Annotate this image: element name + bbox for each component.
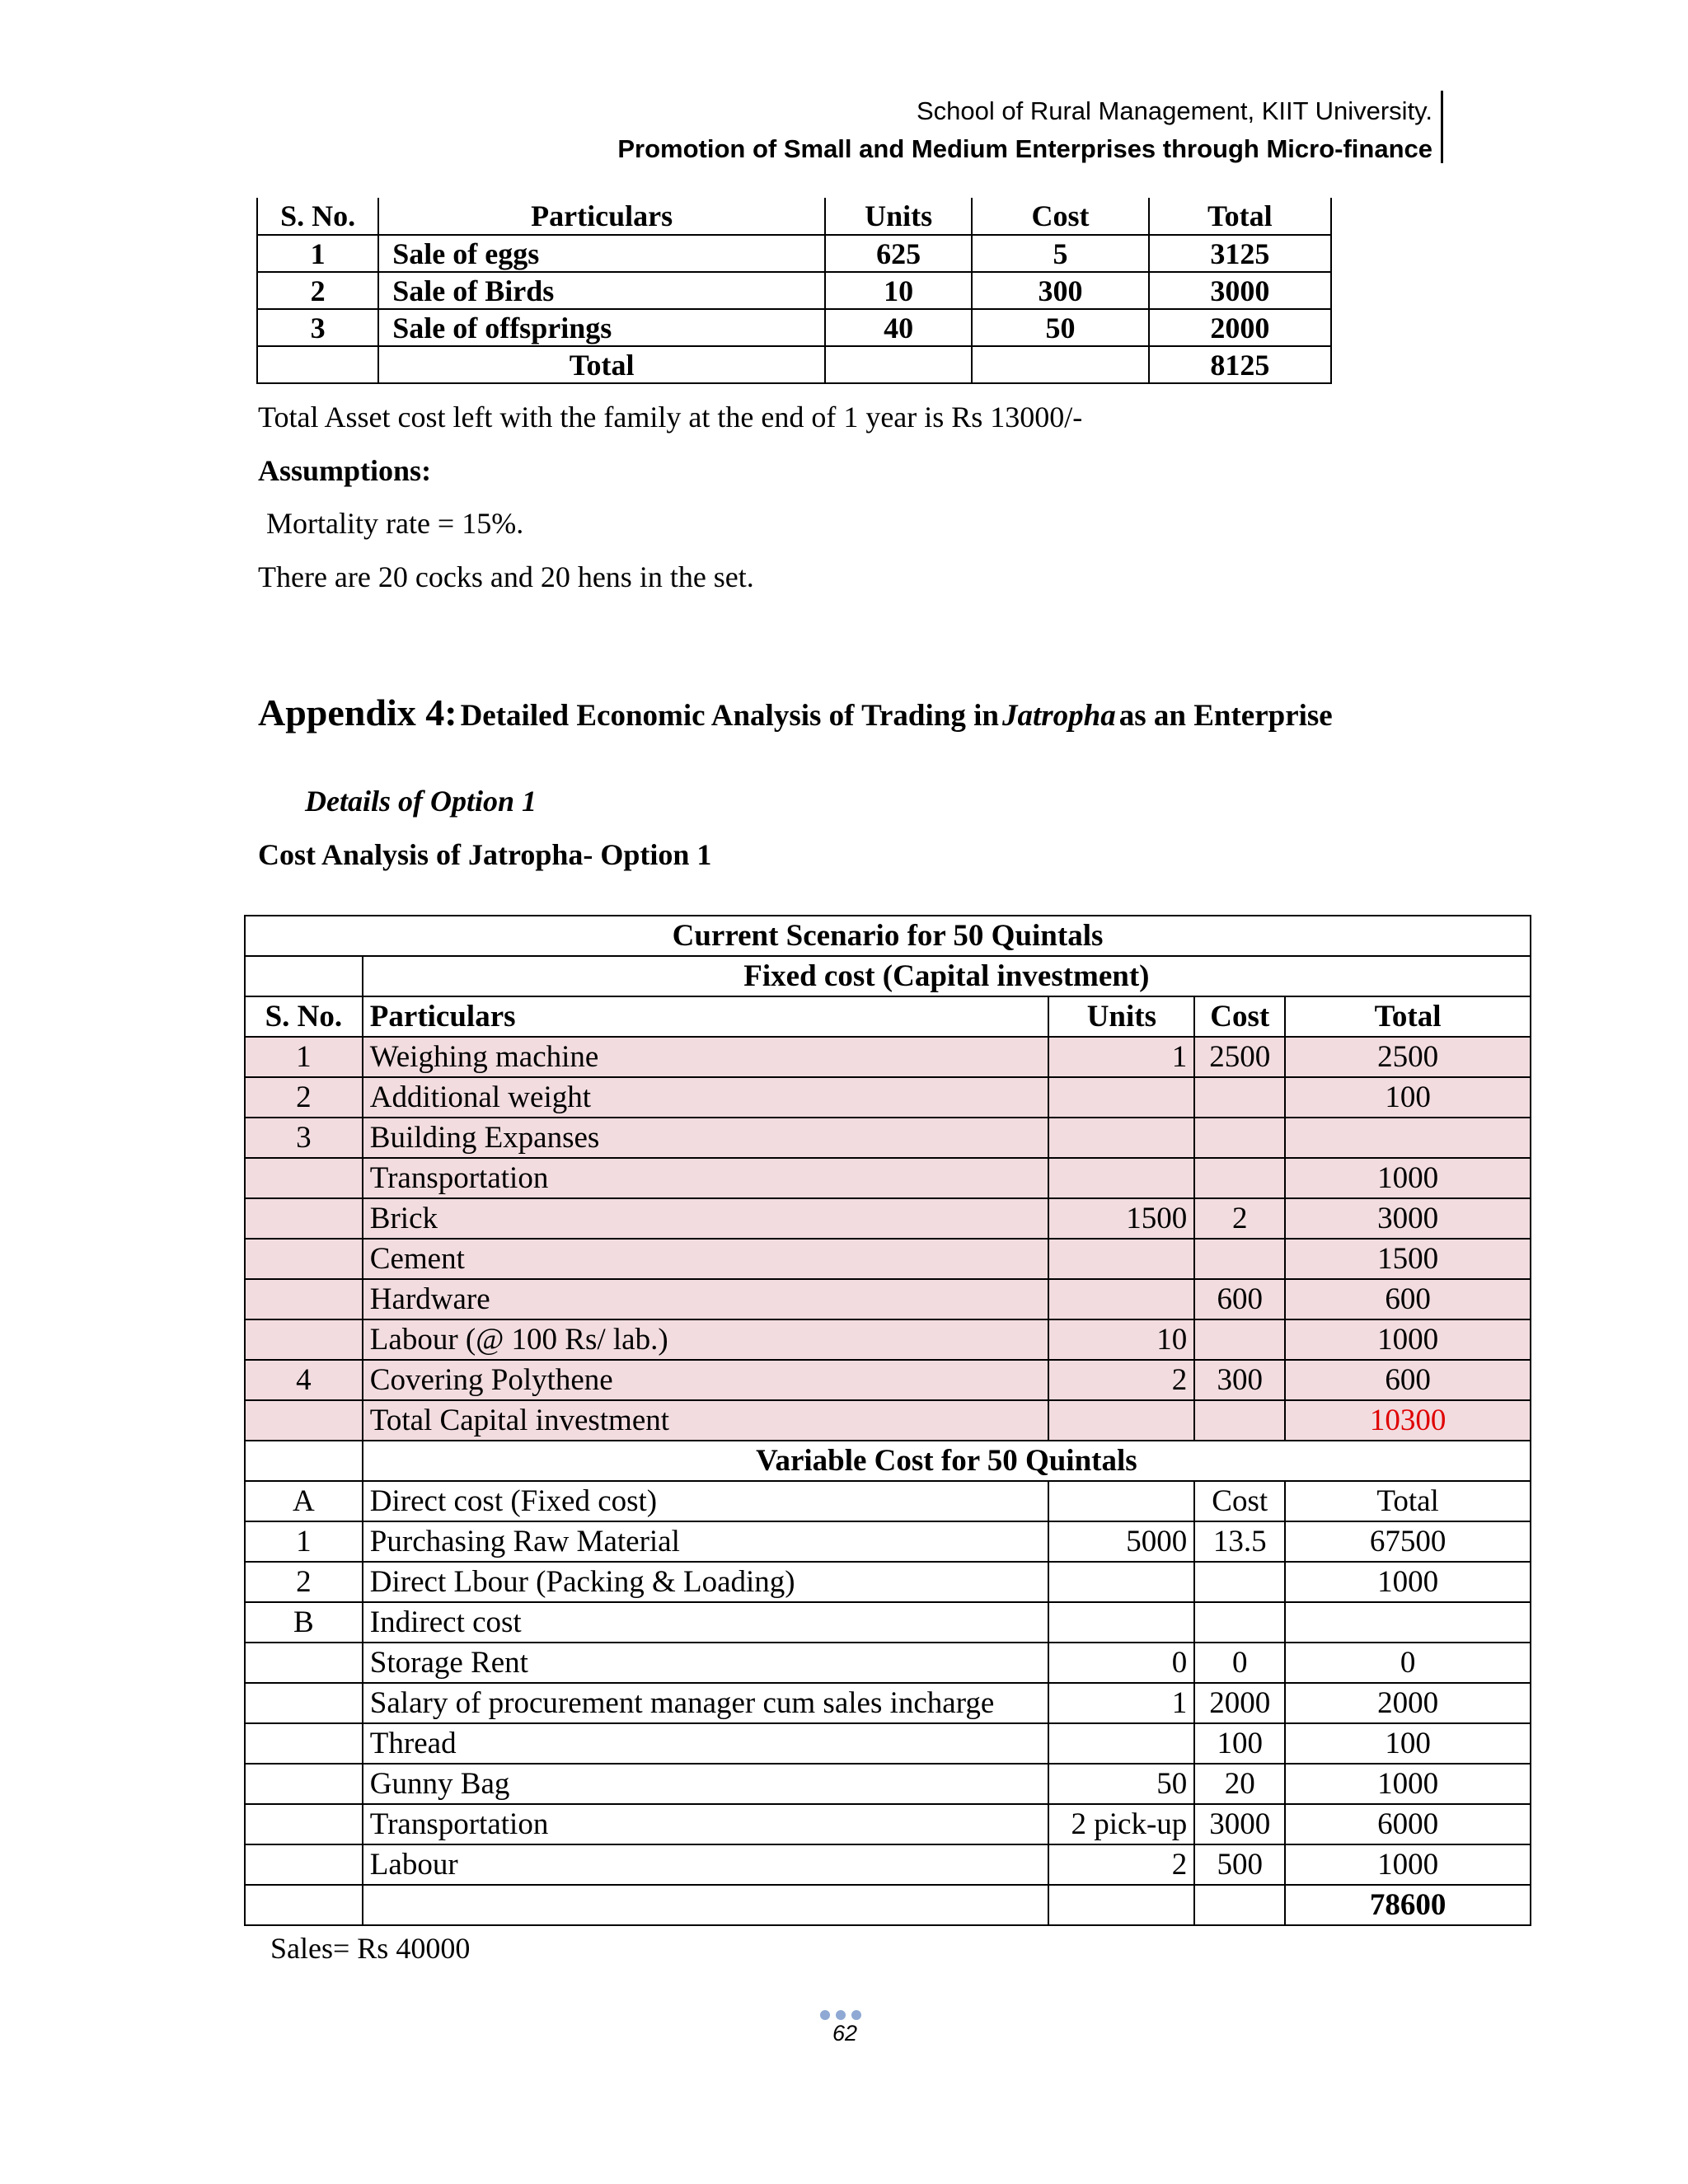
units-cell [1048,1077,1194,1118]
header-particulars-cell: Particulars [363,996,1049,1037]
cost-cell [1194,1077,1285,1118]
table-header-row [245,996,1531,1037]
particulars-cell: Transportation [363,1158,1049,1198]
cost-cell [972,346,1148,383]
variable-cost-row [245,1643,1531,1683]
total-cell: 67500 [1285,1521,1531,1562]
header-title: Promotion of Small and Medium Enterprises through Micro-finance [617,134,1432,163]
grand-total-row [245,1885,1531,1925]
appendix-number: Appendix 4: [258,691,457,733]
sno-cell [245,1239,363,1279]
total-cell: 600 [1285,1360,1531,1400]
variable-cost-row [245,1481,1531,1521]
variable-cost-row [245,1562,1531,1602]
header-cost-cell: Cost [1194,996,1285,1037]
units-cell: 5000 [1048,1521,1194,1562]
header-sno-cell: S. No. [257,198,378,235]
variable-cost-row [245,1804,1531,1844]
fixed-cost-row [245,1360,1531,1400]
cost-cell: 0 [1194,1643,1285,1683]
header-rule [1441,91,1443,163]
page-number: 62 [832,2021,858,2046]
capital-total-row [245,1400,1531,1441]
particulars-cell: Labour [363,1844,1049,1885]
total-cell: 600 [1285,1279,1531,1319]
cost-cell: 2500 [1194,1037,1285,1077]
particulars-cell: Hardware [363,1279,1049,1319]
total-cell: Total [1285,1481,1531,1521]
variable-cost-row [245,1683,1531,1723]
header-sno-cell: S. No. [245,996,363,1037]
sno-cell: 2 [257,272,378,309]
appendix-title-pre: Detailed Economic Analysis of Trading in [460,699,999,733]
sno-cell [245,1279,363,1319]
particulars-cell: Cement [363,1239,1049,1279]
fixed-cost-row [245,1319,1531,1360]
sno-cell [245,1804,363,1844]
units-cell: 0 [1048,1643,1194,1683]
cost-cell [1194,1158,1285,1198]
units-cell: 2 [1048,1844,1194,1885]
scenario-title-row [245,916,1531,956]
cost-cell [1194,1319,1285,1360]
appendix-title-italic: Jatropha [1001,699,1116,733]
particulars-cell: Salary of procurement manager cum sales incharge [363,1683,1049,1723]
particulars-cell: Additional weight [363,1077,1049,1118]
footer-dots-icon [820,2009,870,2021]
sno-cell: 1 [245,1037,363,1077]
cost-cell [1194,1118,1285,1158]
cost-cell: 20 [1194,1764,1285,1804]
fixed-cost-row [245,1037,1531,1077]
header-units-cell: Units [1048,996,1194,1037]
sales-table [256,198,1332,384]
variable-cost-row [245,1764,1531,1804]
particulars-cell: Total [378,346,825,383]
units-cell: 40 [825,309,972,346]
sno-cell: 4 [245,1360,363,1400]
particulars-cell: Covering Polythene [363,1360,1049,1400]
table-row [257,235,1331,272]
variable-cost-row [245,1602,1531,1643]
total-cell [1285,1118,1531,1158]
total-cell: 100 [1285,1077,1531,1118]
variable-cost-row [245,1521,1531,1562]
birds-set-text: There are 20 cocks and 20 hens in the set. [258,560,754,593]
sno-cell [245,1885,363,1925]
particulars-cell: Gunny Bag [363,1764,1049,1804]
mortality-text: Mortality rate = 15%. [266,507,524,540]
cost-cell [1194,1602,1285,1643]
sno-cell: 1 [245,1521,363,1562]
total-cell: 1000 [1285,1844,1531,1885]
variable-cost-title-row [245,1441,1531,1481]
sno-cell: 2 [245,1077,363,1118]
units-cell: 2 pick-up [1048,1804,1194,1844]
sno-cell: 2 [245,1562,363,1602]
appendix-heading [258,691,1333,734]
sno-cell: 1 [257,235,378,272]
cost-cell: 600 [1194,1279,1285,1319]
particulars-cell: Sale of Birds [378,272,825,309]
sno-cell [245,1158,363,1198]
units-cell: 1 [1048,1683,1194,1723]
particulars-cell: Direct Lbour (Packing & Loading) [363,1562,1049,1602]
cost-cell: 50 [972,309,1148,346]
units-cell [1048,1400,1194,1441]
table-header-row [257,198,1331,235]
sno-cell: A [245,1481,363,1521]
fixed-cost-title: Fixed cost (Capital investment) [363,956,1531,996]
particulars-cell: Transportation [363,1804,1049,1844]
total-cell: 3125 [1149,235,1331,272]
cost-cell: 2000 [1194,1683,1285,1723]
blank-cell [245,956,363,996]
sno-cell [245,1723,363,1764]
particulars-cell: Total Capital investment [363,1400,1049,1441]
cost-cell [1194,1562,1285,1602]
sno-cell [245,1319,363,1360]
table-row [257,272,1331,309]
scenario-title: Current Scenario for 50 Quintals [245,916,1531,956]
sno-cell: B [245,1602,363,1643]
table-row [257,309,1331,346]
particulars-cell: Sale of offsprings [378,309,825,346]
particulars-cell: Labour (@ 100 Rs/ lab.) [363,1319,1049,1360]
cost-cell: 300 [972,272,1148,309]
table-row [257,346,1331,383]
total-cell: 6000 [1285,1804,1531,1844]
header-total-cell: Total [1149,198,1331,235]
total-cell: 1500 [1285,1239,1531,1279]
fixed-cost-row [245,1239,1531,1279]
sno-cell [245,1400,363,1441]
total-cell: 3000 [1149,272,1331,309]
cost-cell: 500 [1194,1844,1285,1885]
sno-cell [245,1198,363,1239]
total-cell: 78600 [1285,1885,1531,1925]
units-cell: 1 [1048,1037,1194,1077]
units-cell [1048,1602,1194,1643]
total-cell: 8125 [1149,346,1331,383]
particulars-cell: Sale of eggs [378,235,825,272]
total-cell: 100 [1285,1723,1531,1764]
units-cell: 625 [825,235,972,272]
total-cell: 0 [1285,1643,1531,1683]
total-cell: 1000 [1285,1764,1531,1804]
particulars-cell [363,1885,1049,1925]
fixed-cost-row [245,1118,1531,1158]
header-cost-cell: Cost [972,198,1148,235]
fixed-cost-row [245,1198,1531,1239]
asset-cost-text: Total Asset cost left with the family at the end of 1 year is Rs 13000/- [258,401,1083,434]
blank-cell [245,1441,363,1481]
total-cell: 3000 [1285,1198,1531,1239]
fixed-cost-row [245,1279,1531,1319]
cost-cell: 100 [1194,1723,1285,1764]
total-cell [1285,1602,1531,1643]
cost-cell: 300 [1194,1360,1285,1400]
details-heading: Details of Option 1 [305,785,537,818]
header-units-cell: Units [825,198,972,235]
sno-cell [245,1643,363,1683]
units-cell [1048,1481,1194,1521]
units-cell [1048,1723,1194,1764]
total-cell: 1000 [1285,1319,1531,1360]
units-cell [1048,1239,1194,1279]
sno-cell [245,1683,363,1723]
variable-cost-row [245,1723,1531,1764]
particulars-cell: Thread [363,1723,1049,1764]
cost-cell: 5 [972,235,1148,272]
total-cell: 2500 [1285,1037,1531,1077]
particulars-cell: Direct cost (Fixed cost) [363,1481,1049,1521]
units-cell [825,346,972,383]
cost-analysis-heading: Cost Analysis of Jatropha- Option 1 [258,838,712,871]
units-cell: 2 [1048,1360,1194,1400]
assumptions-heading: Assumptions: [258,454,432,487]
sno-cell [257,346,378,383]
units-cell [1048,1118,1194,1158]
header-particulars-cell: Particulars [378,198,825,235]
units-cell: 10 [825,272,972,309]
cost-cell: 2 [1194,1198,1285,1239]
units-cell: 10 [1048,1319,1194,1360]
particulars-cell: Purchasing Raw Material [363,1521,1049,1562]
particulars-cell: Storage Rent [363,1643,1049,1683]
page-header [617,92,1432,168]
jatropha-cost-table [244,915,1531,1926]
total-cell: 1000 [1285,1158,1531,1198]
total-cell: 10300 [1285,1400,1531,1441]
sno-cell: 3 [257,309,378,346]
units-cell [1048,1885,1194,1925]
units-cell [1048,1279,1194,1319]
sno-cell [245,1764,363,1804]
particulars-cell: Weighing machine [363,1037,1049,1077]
sno-cell [245,1844,363,1885]
appendix-title-post: as an Enterprise [1118,699,1333,733]
sales-text: Sales= Rs 40000 [270,1932,471,1965]
fixed-cost-row [245,1077,1531,1118]
cost-cell [1194,1400,1285,1441]
fixed-cost-title-row [245,956,1531,996]
units-cell [1048,1158,1194,1198]
units-cell [1048,1562,1194,1602]
variable-cost-row [245,1844,1531,1885]
sno-cell: 3 [245,1118,363,1158]
header-institution: School of Rural Management, KIIT University. [916,96,1432,125]
header-total-cell: Total [1285,996,1531,1037]
total-cell: 2000 [1285,1683,1531,1723]
fixed-cost-row [245,1158,1531,1198]
particulars-cell: Building Expanses [363,1118,1049,1158]
cost-cell: 3000 [1194,1804,1285,1844]
units-cell: 1500 [1048,1198,1194,1239]
total-cell: 2000 [1149,309,1331,346]
cost-cell [1194,1885,1285,1925]
variable-cost-title: Variable Cost for 50 Quintals [363,1441,1531,1481]
particulars-cell: Brick [363,1198,1049,1239]
units-cell: 50 [1048,1764,1194,1804]
cost-cell: 13.5 [1194,1521,1285,1562]
particulars-cell: Indirect cost [363,1602,1049,1643]
cost-cell: Cost [1194,1481,1285,1521]
cost-cell [1194,1239,1285,1279]
total-cell: 1000 [1285,1562,1531,1602]
